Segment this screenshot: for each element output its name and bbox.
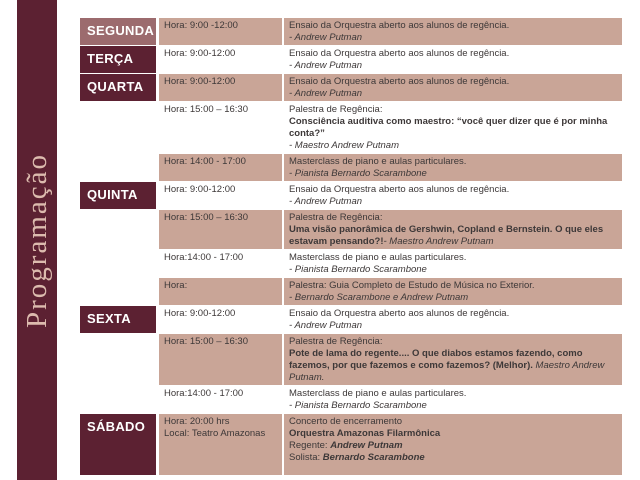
day-label-text: SÁBADO <box>87 419 146 434</box>
description-cell <box>284 154 622 181</box>
time-text: Hora: 15:00 – 16:30 <box>164 212 248 223</box>
description-text: Bernardo Scarambone <box>322 452 425 463</box>
description-line <box>289 348 616 384</box>
schedule-row <box>80 210 622 249</box>
day-label-segunda <box>80 18 156 45</box>
description-cell <box>284 278 622 305</box>
description-text: Palestra: Guia Completo de Estudo de Música no Exterior. <box>289 280 535 291</box>
description-line <box>289 48 616 60</box>
day-label-quarta <box>80 74 156 101</box>
description-text: Andrew Putnam <box>330 440 403 451</box>
time-text: Hora: 9:00-12:00 <box>164 48 236 59</box>
description-line <box>289 140 616 152</box>
time-cell <box>159 278 282 305</box>
description-text: Maestro Andrew Putnam. <box>289 360 605 383</box>
time-cell <box>159 414 282 475</box>
description-cell <box>284 210 622 249</box>
description-line <box>289 292 616 304</box>
day-label-empty <box>80 102 156 153</box>
day-label-text: QUARTA <box>87 79 144 94</box>
time-text: Hora: 15:00 – 16:30 <box>164 336 248 347</box>
schedule-row <box>80 102 622 153</box>
description-line <box>289 452 616 464</box>
description-text: - Pianista Bernardo Scarambone <box>289 264 427 275</box>
time-cell <box>159 250 282 277</box>
schedule-row <box>80 250 622 277</box>
description-line <box>289 168 616 180</box>
description-text: Palestra de Regência: <box>289 212 383 223</box>
time-text: Hora: 20:00 hrs <box>164 416 230 427</box>
time-cell <box>159 46 282 73</box>
description-text: - Andrew Putman <box>289 196 363 207</box>
description-cell <box>284 18 622 45</box>
description-text: Masterclass de piano e aulas particulares. <box>289 252 467 263</box>
description-cell <box>284 74 622 101</box>
day-label-text: TERÇA <box>87 51 134 66</box>
time-text: Hora:14:00 - 17:00 <box>164 388 244 399</box>
description-text: - Andrew Putman <box>289 88 363 99</box>
day-label-text: SEGUNDA <box>87 23 155 38</box>
description-line <box>289 88 616 100</box>
time-cell <box>159 154 282 181</box>
description-line <box>289 116 616 140</box>
description-text: - Andrew Putman <box>289 320 363 331</box>
description-text: Palestra de Regência: <box>289 336 383 347</box>
description-cell <box>284 46 622 73</box>
description-line <box>289 320 616 332</box>
schedule-row <box>80 306 622 333</box>
time-text: Hora: 9:00-12:00 <box>164 184 236 195</box>
schedule-row <box>80 334 622 385</box>
description-line <box>289 212 616 224</box>
description-cell <box>284 414 622 475</box>
description-text: Concerto de encerramento <box>289 416 403 427</box>
schedule-row <box>80 278 622 305</box>
time-text: Hora: 14:00 - 17:00 <box>164 156 246 167</box>
description-text: Masterclass de piano e aulas particulares. <box>289 156 467 167</box>
schedule-row <box>80 414 622 475</box>
description-text: Regente: <box>289 440 331 451</box>
description-text: - Maestro Andrew Putnam <box>383 236 494 247</box>
description-line <box>289 336 616 348</box>
description-line <box>289 32 616 44</box>
description-line <box>289 308 616 320</box>
day-label-quinta <box>80 182 156 209</box>
description-text: Ensaio da Orquestra aberto aos alunos de regência. <box>289 184 510 195</box>
description-text: Consciência auditiva como maestro: “você quer dizer que é por minha conta?” <box>289 116 608 139</box>
time-cell <box>159 334 282 385</box>
vertical-banner <box>17 0 57 480</box>
description-text: Ensaio da Orquestra aberto aos alunos de regência. <box>289 20 510 31</box>
time-text: Local: Teatro Amazonas <box>164 428 266 439</box>
description-text: Ensaio da Orquestra aberto aos alunos de regência. <box>289 76 510 87</box>
description-text: Pote de lama do regente.... O que diabos estamos fazendo, como fazemos, por que fazemos e como fazemos? (Melhor). <box>289 348 583 371</box>
day-label-terca <box>80 46 156 73</box>
time-cell <box>159 386 282 413</box>
schedule-row <box>80 18 622 45</box>
description-text: - Andrew Putman <box>289 60 363 71</box>
description-text: - Andrew Putman <box>289 32 363 43</box>
description-line <box>289 428 616 440</box>
description-cell <box>284 102 622 153</box>
description-line <box>289 440 616 452</box>
day-label-empty <box>80 334 156 385</box>
description-text: Ensaio da Orquestra aberto aos alunos de regência. <box>289 308 510 319</box>
time-text: Hora: <box>164 280 188 291</box>
description-cell <box>284 250 622 277</box>
description-text: - Bernardo Scarambone e Andrew Putnam <box>289 292 469 303</box>
description-text: - Pianista Bernardo Scarambone <box>289 168 427 179</box>
day-label-text: QUINTA <box>87 187 138 202</box>
day-label-sexta <box>80 306 156 333</box>
time-cell <box>159 74 282 101</box>
description-cell <box>284 182 622 209</box>
day-label-empty <box>80 210 156 249</box>
time-text: Hora: 15:00 – 16:30 <box>164 104 248 115</box>
day-label-empty <box>80 250 156 277</box>
description-line <box>289 156 616 168</box>
description-cell <box>284 306 622 333</box>
day-label-empty <box>80 154 156 181</box>
description-line <box>289 388 616 400</box>
schedule-row <box>80 74 622 101</box>
schedule-row <box>80 386 622 413</box>
schedule-row <box>80 154 622 181</box>
description-text: Solista: <box>289 452 323 463</box>
description-line <box>289 280 616 292</box>
schedule-table <box>80 18 622 476</box>
description-line <box>289 76 616 88</box>
description-text: Masterclass de piano e aulas particulares. <box>289 388 467 399</box>
description-text: Orquestra Amazonas Filarmônica <box>289 428 441 439</box>
description-cell <box>284 334 622 385</box>
description-line <box>289 400 616 412</box>
time-text: Hora: 9:00-12:00 <box>164 308 236 319</box>
day-label-empty <box>80 386 156 413</box>
time-cell <box>159 182 282 209</box>
description-line <box>289 104 616 116</box>
slide-title: Programação <box>20 152 53 328</box>
day-label-sabado <box>80 414 156 475</box>
day-label-text: SEXTA <box>87 311 131 326</box>
description-text: Ensaio da Orquestra aberto aos alunos de regência. <box>289 48 510 59</box>
time-cell <box>159 102 282 153</box>
description-line <box>289 60 616 72</box>
description-text: - Maestro Andrew Putnam <box>289 140 399 151</box>
time-cell <box>159 306 282 333</box>
time-cell <box>159 18 282 45</box>
description-line <box>289 196 616 208</box>
time-text: Hora:14:00 - 17:00 <box>164 252 244 263</box>
schedule-row <box>80 46 622 73</box>
description-text: Palestra de Regência: <box>289 104 383 115</box>
description-text: Uma visão panorâmica de Gershwin, Copland e Bernstein. O que eles estavam pensando?! <box>289 224 604 247</box>
description-text: - Pianista Bernardo Scarambone <box>289 400 427 411</box>
time-cell <box>159 210 282 249</box>
description-line <box>289 184 616 196</box>
description-line <box>289 252 616 264</box>
description-line <box>289 20 616 32</box>
description-line <box>289 416 616 428</box>
day-label-empty <box>80 278 156 305</box>
description-line <box>289 224 616 248</box>
description-line <box>289 264 616 276</box>
time-text: Hora: 9:00-12:00 <box>164 76 236 87</box>
time-text: Hora: 9:00 -12:00 <box>164 20 238 31</box>
schedule-row <box>80 182 622 209</box>
description-cell <box>284 386 622 413</box>
